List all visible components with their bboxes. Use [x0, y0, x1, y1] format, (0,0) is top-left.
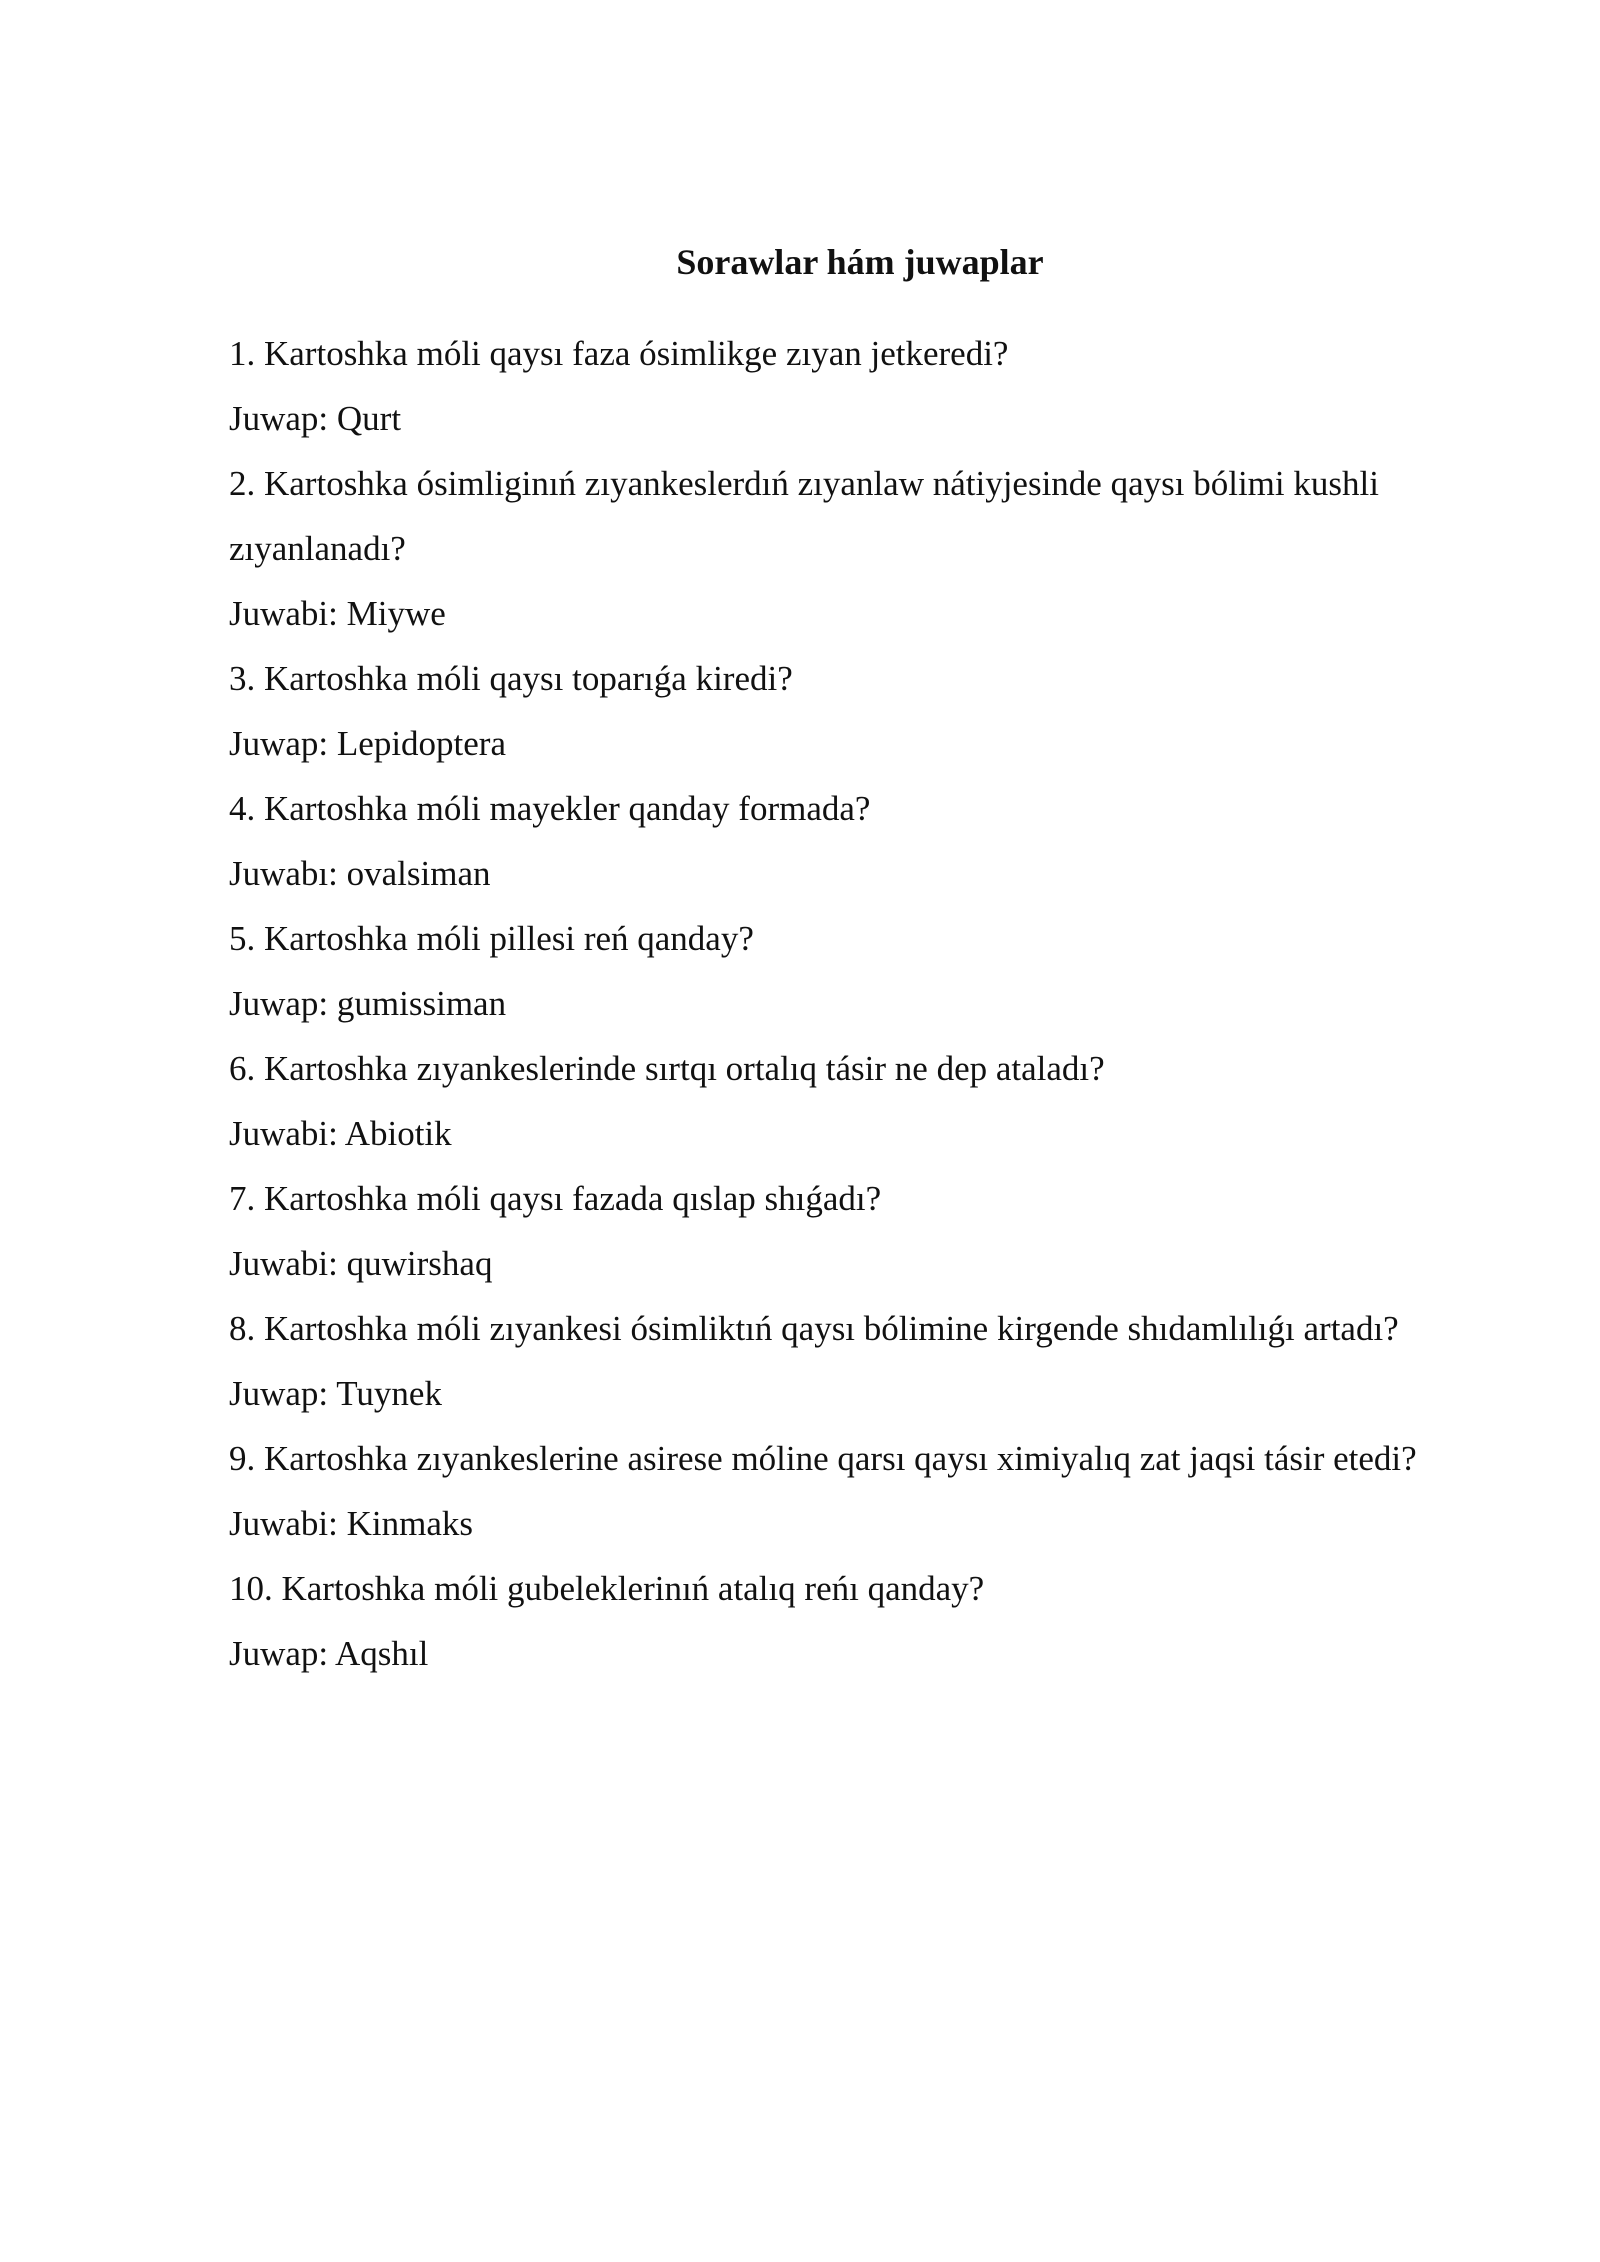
answer-9: Juwabi: Kinmaks — [229, 1504, 474, 1543]
question-9: 9. Kartoshka zıyankeslerine asirese móline qarsı qaysı ximiyalıq zat jaqsi tásir etedi? — [229, 1439, 1417, 1478]
answer-6: Juwabi: Abiotik — [229, 1114, 452, 1153]
document-title: Sorawlar hám juwaplar — [676, 242, 1044, 282]
answer-1: Juwap: Qurt — [229, 399, 402, 438]
answer-3: Juwap: Lepidoptera — [229, 724, 506, 763]
answer-4: Juwabı: ovalsiman — [229, 854, 491, 893]
question-2: 2. Kartoshka ósimliginıń zıyankeslerdıń zıyanlaw nátiyjesinde qaysı bólimi kushli zıyanlanadı? — [229, 464, 1379, 568]
question-8: 8. Kartoshka móli zıyankesi ósimliktıń qaysı bólimine kirgende shıdamlılıǵı artadı? — [229, 1309, 1399, 1348]
question-5: 5. Kartoshka móli pillesi reń qanday? — [229, 919, 754, 958]
answer-8: Juwap: Tuynek — [229, 1374, 442, 1413]
question-6: 6. Kartoshka zıyankeslerinde sırtqı ortalıq tásir ne dep ataladı? — [229, 1049, 1105, 1088]
question-10: 10. Kartoshka móli gubeleklerinıń atalıq reńı qanday? — [229, 1569, 985, 1608]
question-4: 4. Kartoshka móli mayekler qanday formada? — [229, 789, 871, 828]
question-7: 7. Kartoshka móli qaysı fazada qıslap shıǵadı? — [229, 1179, 882, 1218]
answer-2: Juwabi: Miywe — [229, 594, 446, 633]
answer-10: Juwap: Aqshıl — [229, 1634, 429, 1673]
qa-list — [229, 321, 1479, 1686]
answer-7: Juwabi: quwirshaq — [229, 1244, 493, 1283]
question-1: 1. Kartoshka móli qaysı faza ósimlikge zıyan jetkeredi? — [229, 334, 1009, 373]
question-3: 3. Kartoshka móli qaysı toparıǵa kiredi? — [229, 659, 793, 698]
answer-5: Juwap: gumissiman — [229, 984, 507, 1023]
